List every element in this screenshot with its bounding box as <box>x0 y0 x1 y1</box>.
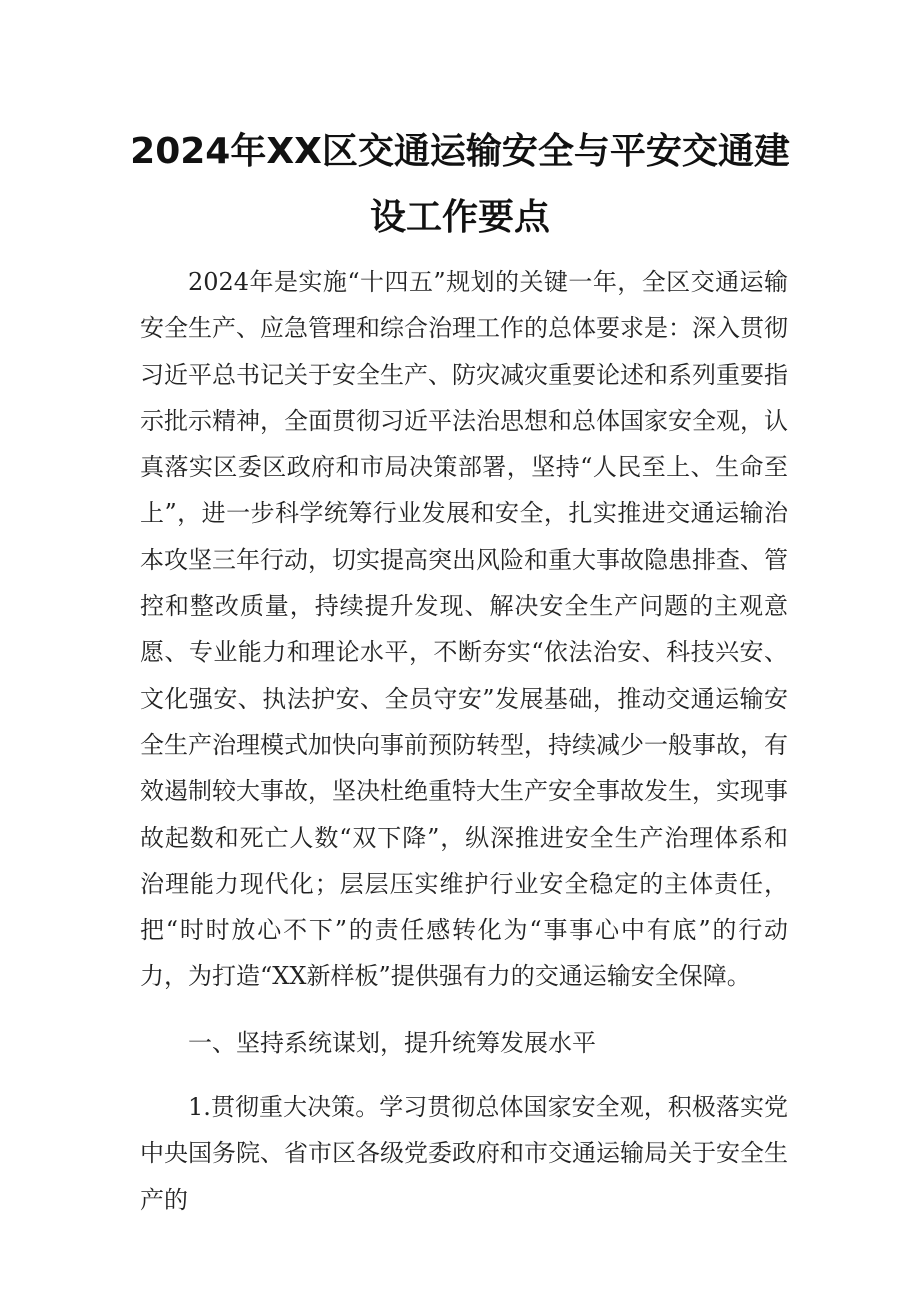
section-heading-1: 一、坚持系统谋划，提升统筹发展水平 <box>188 1028 596 1057</box>
item-1-paragraph: 1.贯彻重大决策。学习贯彻总体国家安全观，积极落实党中央国务院、省市区各级党委政府和市交通运输局关于安全生产的 <box>140 1093 788 1214</box>
intro-paragraph: 2024年是实施“十四五”规划的关键一年，全区交通运输安全生产、应急管理和综合治理工作的总体要求是：深入贯彻习近平总书记关于安全生产、防灾减灾重要论述和系列重要指示批示精神，全面贯彻习近平法治思想和总体国家安全观，认真落实区委区政府和市局决策部署，坚持“人民至上、生命至上”，进一步科学统筹行业发展和安全，扎实推进交通运输治本攻坚三年行动，切实提高突出风险和重大事故隐患排查、管控和整改质量，持续提升发现、解决安全生产问题的主观意愿、专业能力和理论水平，不断夯实“依法治安、科技兴安、文化强安、执法护安、全员守安”发展基础，推动交通运输安全生产治理模式加快向事前预防转型，持续减少一般事故，有效遏制较大事故，坚决杜绝重特大生产安全事故发生，实现事故起数和死亡人数“双下降”，纵深推进安全生产治理体系和治理能力现代化；层层压实维护行业安全稳定的主体责任，把“时时放心不下”的责任感转化为“事事心中有底”的行动力，为打造“XX新样板”提供强有力的交通运输安全保障。 <box>140 268 788 991</box>
document-title-line-2: 设工作要点 <box>369 197 550 238</box>
document-title-line-1: 2024年XX区交通运输安全与平安交通建 <box>130 131 790 172</box>
document-body <box>140 259 788 1223</box>
